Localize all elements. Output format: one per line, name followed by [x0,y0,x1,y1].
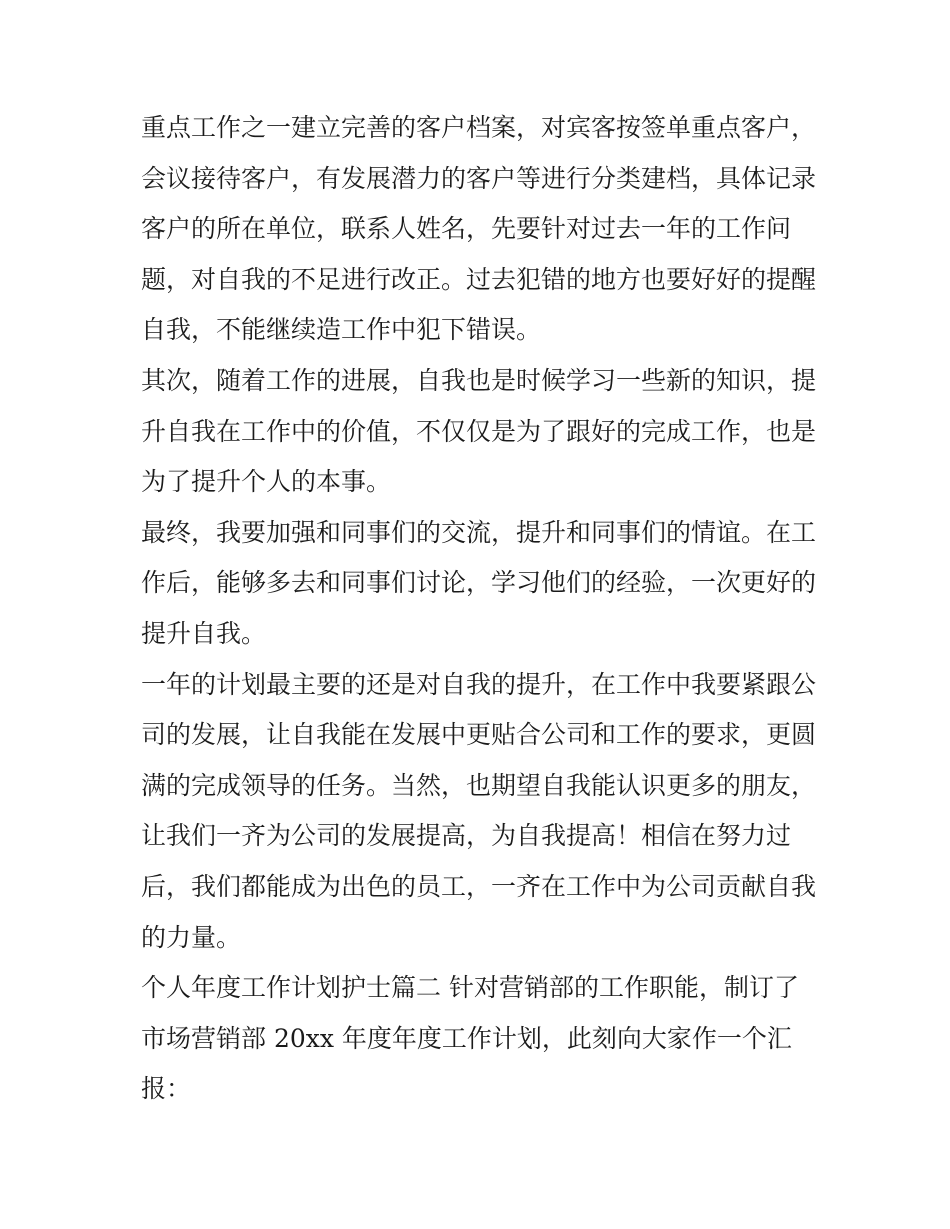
text-line: 司的发展，让自我能在发展中更贴合公司和工作的要求，更圆 [141,720,817,749]
text-line: 其次，随着工作的进展，自我也是时候学习一些新的知识，提 [141,366,817,395]
text-line: 为了提升个人的本事。 [141,467,392,496]
text-line: 题，对自我的不足进行改正。过去犯错的地方也要好好的提醒 [141,265,817,294]
text-line: 会议接待客户，有发展潜力的客户等进行分类建档，具体记录 [141,164,817,193]
text-line: 客户的所在单位，联系人姓名，先要针对过去一年的工作问 [141,214,792,243]
text-line: 市场营销部 20xx 年度年度工作计划，此刻向大家作一个汇 [141,1024,792,1053]
text-line: 让我们一齐为公司的发展提高，为自我提高！相信在努力过 [141,821,792,850]
text-line: 报： [141,1074,192,1103]
text-line: 的力量。 [141,923,242,952]
text-line: 个人年度工作计划护士篇二 针对营销部的工作职能，制订了 [141,973,799,1002]
text-line: 升自我在工作中的价值，不仅仅是为了跟好的完成工作，也是 [141,417,817,446]
text-line: 自我，不能继续造工作中犯下错误。 [141,315,542,344]
text-line: 提升自我。 [141,619,267,648]
text-line: 后，我们都能成为出色的员工，一齐在工作中为公司贡献自我 [141,872,817,901]
text-line: 重点工作之一建立完善的客户档案，对宾客按签单重点客户， [141,113,817,142]
text-line: 最终，我要加强和同事们的交流，提升和同事们的情谊。在工 [141,518,817,547]
text-line: 作后，能够多去和同事们讨论，学习他们的经验，一次更好的 [141,568,817,597]
text-line: 一年的计划最主要的还是对自我的提升，在工作中我要紧跟公 [141,670,817,699]
text-line: 满的完成领导的任务。当然，也期望自我能认识更多的朋友， [141,771,817,800]
